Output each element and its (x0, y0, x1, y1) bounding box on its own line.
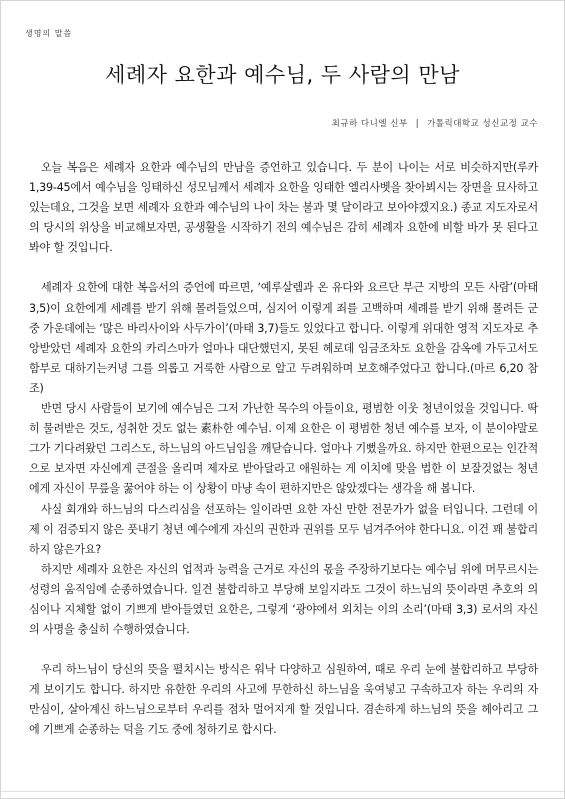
page-bottom-divider (1, 791, 564, 792)
paragraph-3: 반면 당시 사람들이 보기에 예수님은 그저 가난한 목수의 아들이요, 평범한 이웃 청년이었을 것입니다. 딱히 물려받은 것도, 성취한 것도 없는 素朴한 예수님. 이제 요한은 이 평범한 청년 예수를 보자, 이 분이야말로 그가 기다려왔던 그리스도, 하느님의 아드님임을 깨닫습니다. 얼마나 기뻤을까요. 하지만 한편으로는 인간적으로 보자면 자신에게 큰절을 올리며 제자로 받아달라고 애원하는 게 이치에 맞을 법한 이 보잘것없는 청년에게 자신이 무릎을 꿇어야 하는 이 상황이 마냥 속이 편하지만은 않았겠다는 생각을 해 봅니다. (29, 402, 538, 496)
paragraph-1: 오늘 복음은 세례자 요한과 예수님의 만남을 증언하고 있습니다. 두 분이 나이는 서로 비슷하지만(루카 1,39-45에서 예수님을 잉태하신 성모님께서 세례자 요한을 잉태한 엘리사벳을 찾아뵈시는 장면을 묘사하고 있는데요, 그것을 보면 세례자 요한과 예수님의 나이 차는 불과 몇 달이라고 보아야겠지요.) 종교 지도자로서의 당시의 위상을 비교해보자면, 공생활을 시작하기 전의 예수님은 감히 세례자 요한에 비할 바가 못 된다고 봐야 할 것입니다. (29, 161, 538, 255)
author-affiliation: 가톨릭대학교 성신교정 교수 (427, 119, 538, 129)
byline-separator: | (415, 119, 420, 129)
byline (332, 117, 538, 129)
section-label: 생명의 말씀 (25, 29, 73, 38)
page-title: 세례자 요한과 예수님, 두 사람의 만남 (105, 63, 460, 87)
paragraph-2: 세례자 요한에 대한 복음서의 증언에 따르면, ‘예루살렘과 온 유다와 요르단 부근 지방의 모든 사람’(마태 3,5)이 요한에게 세례를 받기 위해 몰려들었으며, 심지어 이렇게 죄를 고백하며 세례를 받기 위해 몰려든 군중 가운데에는 ‘많은 바리사이와 사두가이’(마태 3,7)들도 있었다고 합니다. 이렇게 위대한 영적 지도자로 추앙받았던 세례자 요한의 카리스마가 얼마나 대단했던지, 못된 헤로데 임금조차도 요한을 감옥에 가두고서도 함부로 대하기는커녕 그를 의롭고 거룩한 사람으로 알고 두려워하며 보호해주었다고 합니다.(마르 6,20 참조) (29, 281, 538, 395)
paragraph-5: 하지만 세례자 요한은 자신의 업적과 능력을 근거로 자신의 몫을 주장하기보다는 예수님 위에 머무르시는 성령의 움직임에 순종하였습니다. 일견 불합리하고 부당해 보일지라도 그것이 하느님의 뜻이라면 추호의 의심이나 지체할 없이 기쁘게 받아들였던 요한은, 그렇게 ‘광야에서 외치는 이의 소리’(마태 3,3) 로서의 자신의 사명을 충실히 수행하였습니다. (29, 562, 538, 637)
paragraph-6: 우리 하느님이 당신의 뜻을 펼치시는 방식은 워낙 다양하고 심원하여, 때로 우리 눈에 불합리하고 부당하게 보이기도 합니다. 하지만 유한한 우리의 사고에 무한하신 하느님을 욱여넣고 구속하고자 하는 우리의 자만심이, 살아계신 하느님으로부터 우리를 점차 멀어지게 할 것입니다. 겸손하게 하느님의 뜻을 헤아리고 그에 기쁘게 순종하는 덕을 기도 중에 청하기로 합시다. (29, 663, 538, 737)
author-name: 최규하 다니엘 신부 (331, 119, 408, 129)
article-body (29, 158, 538, 741)
paragraph-4: 사실 회개와 하느님의 다스리심을 선포하는 일이라면 요한 자신 만한 전문가가 없을 터입니다. 그런데 이제 이 검증되지 않은 풋내기 청년 예수에게 자신의 권한과 권위를 모두 넘겨주어야 한다니요. 이건 꽤 불합리하지 않은가요? (29, 502, 538, 556)
